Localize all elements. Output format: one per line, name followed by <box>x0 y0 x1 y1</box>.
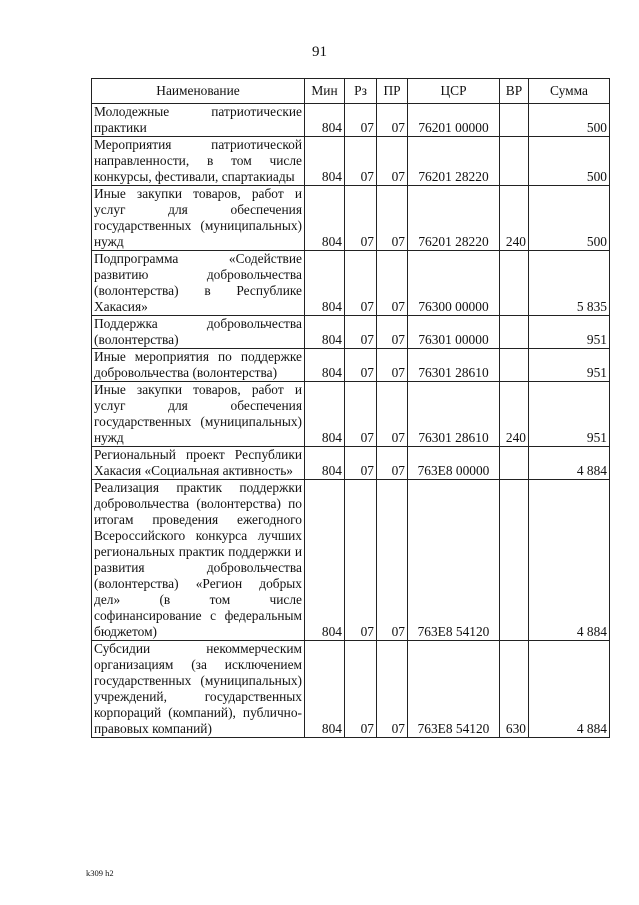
cell-sum: 951 <box>529 349 610 382</box>
cell-pr: 07 <box>377 480 408 641</box>
budget-table <box>91 78 610 738</box>
table-row <box>92 251 610 316</box>
cell-csr: 763E8 00000 <box>408 447 500 480</box>
cell-csr: 76201 28220 <box>408 137 500 186</box>
cell-vr <box>500 480 529 641</box>
cell-csr: 763E8 54120 <box>408 480 500 641</box>
header-rz: Рз <box>345 79 377 104</box>
table-row <box>92 186 610 251</box>
cell-pr: 07 <box>377 382 408 447</box>
cell-sum: 500 <box>529 137 610 186</box>
cell-rz: 07 <box>345 316 377 349</box>
cell-csr: 76201 28220 <box>408 186 500 251</box>
table-row <box>92 641 610 738</box>
cell-min: 804 <box>305 480 345 641</box>
cell-name: Мероприятия патриотической направленности, в том числе конкурсы, фестивали, спартакиады <box>92 137 305 186</box>
cell-sum: 4 884 <box>529 641 610 738</box>
cell-min: 804 <box>305 137 345 186</box>
cell-min: 804 <box>305 349 345 382</box>
cell-vr: 240 <box>500 186 529 251</box>
cell-sum: 5 835 <box>529 251 610 316</box>
table-body <box>92 104 610 738</box>
cell-vr <box>500 137 529 186</box>
cell-pr: 07 <box>377 349 408 382</box>
header-sum: Сумма <box>529 79 610 104</box>
header-min: Мин <box>305 79 345 104</box>
cell-vr <box>500 316 529 349</box>
cell-name: Поддержка добровольчества (волонтерства) <box>92 316 305 349</box>
cell-pr: 07 <box>377 137 408 186</box>
cell-name: Субсидии некоммерческим организациям (за исключением государственных (муниципальных) учреждений, государственных корпораций (компаний), публично-правовых компаний) <box>92 641 305 738</box>
cell-pr: 07 <box>377 316 408 349</box>
cell-rz: 07 <box>345 480 377 641</box>
cell-csr: 76301 28610 <box>408 349 500 382</box>
header-pr: ПР <box>377 79 408 104</box>
cell-sum: 4 884 <box>529 480 610 641</box>
cell-vr <box>500 447 529 480</box>
cell-min: 804 <box>305 447 345 480</box>
footer-code: k309 h2 <box>86 868 114 878</box>
table-row <box>92 104 610 137</box>
cell-name: Молодежные патриотические практики <box>92 104 305 137</box>
cell-rz: 07 <box>345 186 377 251</box>
cell-min: 804 <box>305 382 345 447</box>
cell-name: Иные закупки товаров, работ и услуг для обеспечения государственных (муниципальных) нужд <box>92 382 305 447</box>
cell-rz: 07 <box>345 251 377 316</box>
cell-rz: 07 <box>345 137 377 186</box>
page-number: 91 <box>312 44 327 60</box>
table-header-row <box>92 79 610 104</box>
cell-rz: 07 <box>345 349 377 382</box>
cell-min: 804 <box>305 251 345 316</box>
cell-csr: 76300 00000 <box>408 251 500 316</box>
cell-min: 804 <box>305 186 345 251</box>
cell-min: 804 <box>305 316 345 349</box>
table-row <box>92 316 610 349</box>
cell-rz: 07 <box>345 104 377 137</box>
cell-pr: 07 <box>377 641 408 738</box>
cell-rz: 07 <box>345 447 377 480</box>
cell-pr: 07 <box>377 447 408 480</box>
cell-vr <box>500 349 529 382</box>
cell-sum: 500 <box>529 186 610 251</box>
cell-sum: 500 <box>529 104 610 137</box>
cell-sum: 951 <box>529 316 610 349</box>
table-row <box>92 382 610 447</box>
cell-pr: 07 <box>377 104 408 137</box>
cell-csr: 763E8 54120 <box>408 641 500 738</box>
cell-vr <box>500 104 529 137</box>
cell-name: Реализация практик поддержки добровольчества (волонтерства) по итогам проведения ежегодного Всероссийского конкурса лучших региональных практик поддержки и развития добровольчества (волонтерства) «Регион добрых дел» (в том числе софинансирование с федеральным бюджетом) <box>92 480 305 641</box>
cell-rz: 07 <box>345 641 377 738</box>
cell-name: Иные мероприятия по поддержке добровольчества (волонтерства) <box>92 349 305 382</box>
cell-vr: 240 <box>500 382 529 447</box>
cell-pr: 07 <box>377 251 408 316</box>
table-row <box>92 137 610 186</box>
header-name: Наименование <box>92 79 305 104</box>
header-csr: ЦСР <box>408 79 500 104</box>
cell-rz: 07 <box>345 382 377 447</box>
cell-pr: 07 <box>377 186 408 251</box>
cell-min: 804 <box>305 641 345 738</box>
cell-vr: 630 <box>500 641 529 738</box>
header-vr: ВР <box>500 79 529 104</box>
cell-name: Иные закупки товаров, работ и услуг для обеспечения государственных (муниципальных) нужд <box>92 186 305 251</box>
cell-csr: 76201 00000 <box>408 104 500 137</box>
cell-sum: 4 884 <box>529 447 610 480</box>
cell-vr <box>500 251 529 316</box>
cell-min: 804 <box>305 104 345 137</box>
table-row <box>92 447 610 480</box>
table-row <box>92 349 610 382</box>
cell-csr: 76301 00000 <box>408 316 500 349</box>
table-row <box>92 480 610 641</box>
cell-name: Региональный проект Республики Хакасия «Социальная активность» <box>92 447 305 480</box>
cell-csr: 76301 28610 <box>408 382 500 447</box>
cell-sum: 951 <box>529 382 610 447</box>
cell-name: Подпрограмма «Содействие развитию добровольчества (волонтерства) в Республике Хакасия» <box>92 251 305 316</box>
